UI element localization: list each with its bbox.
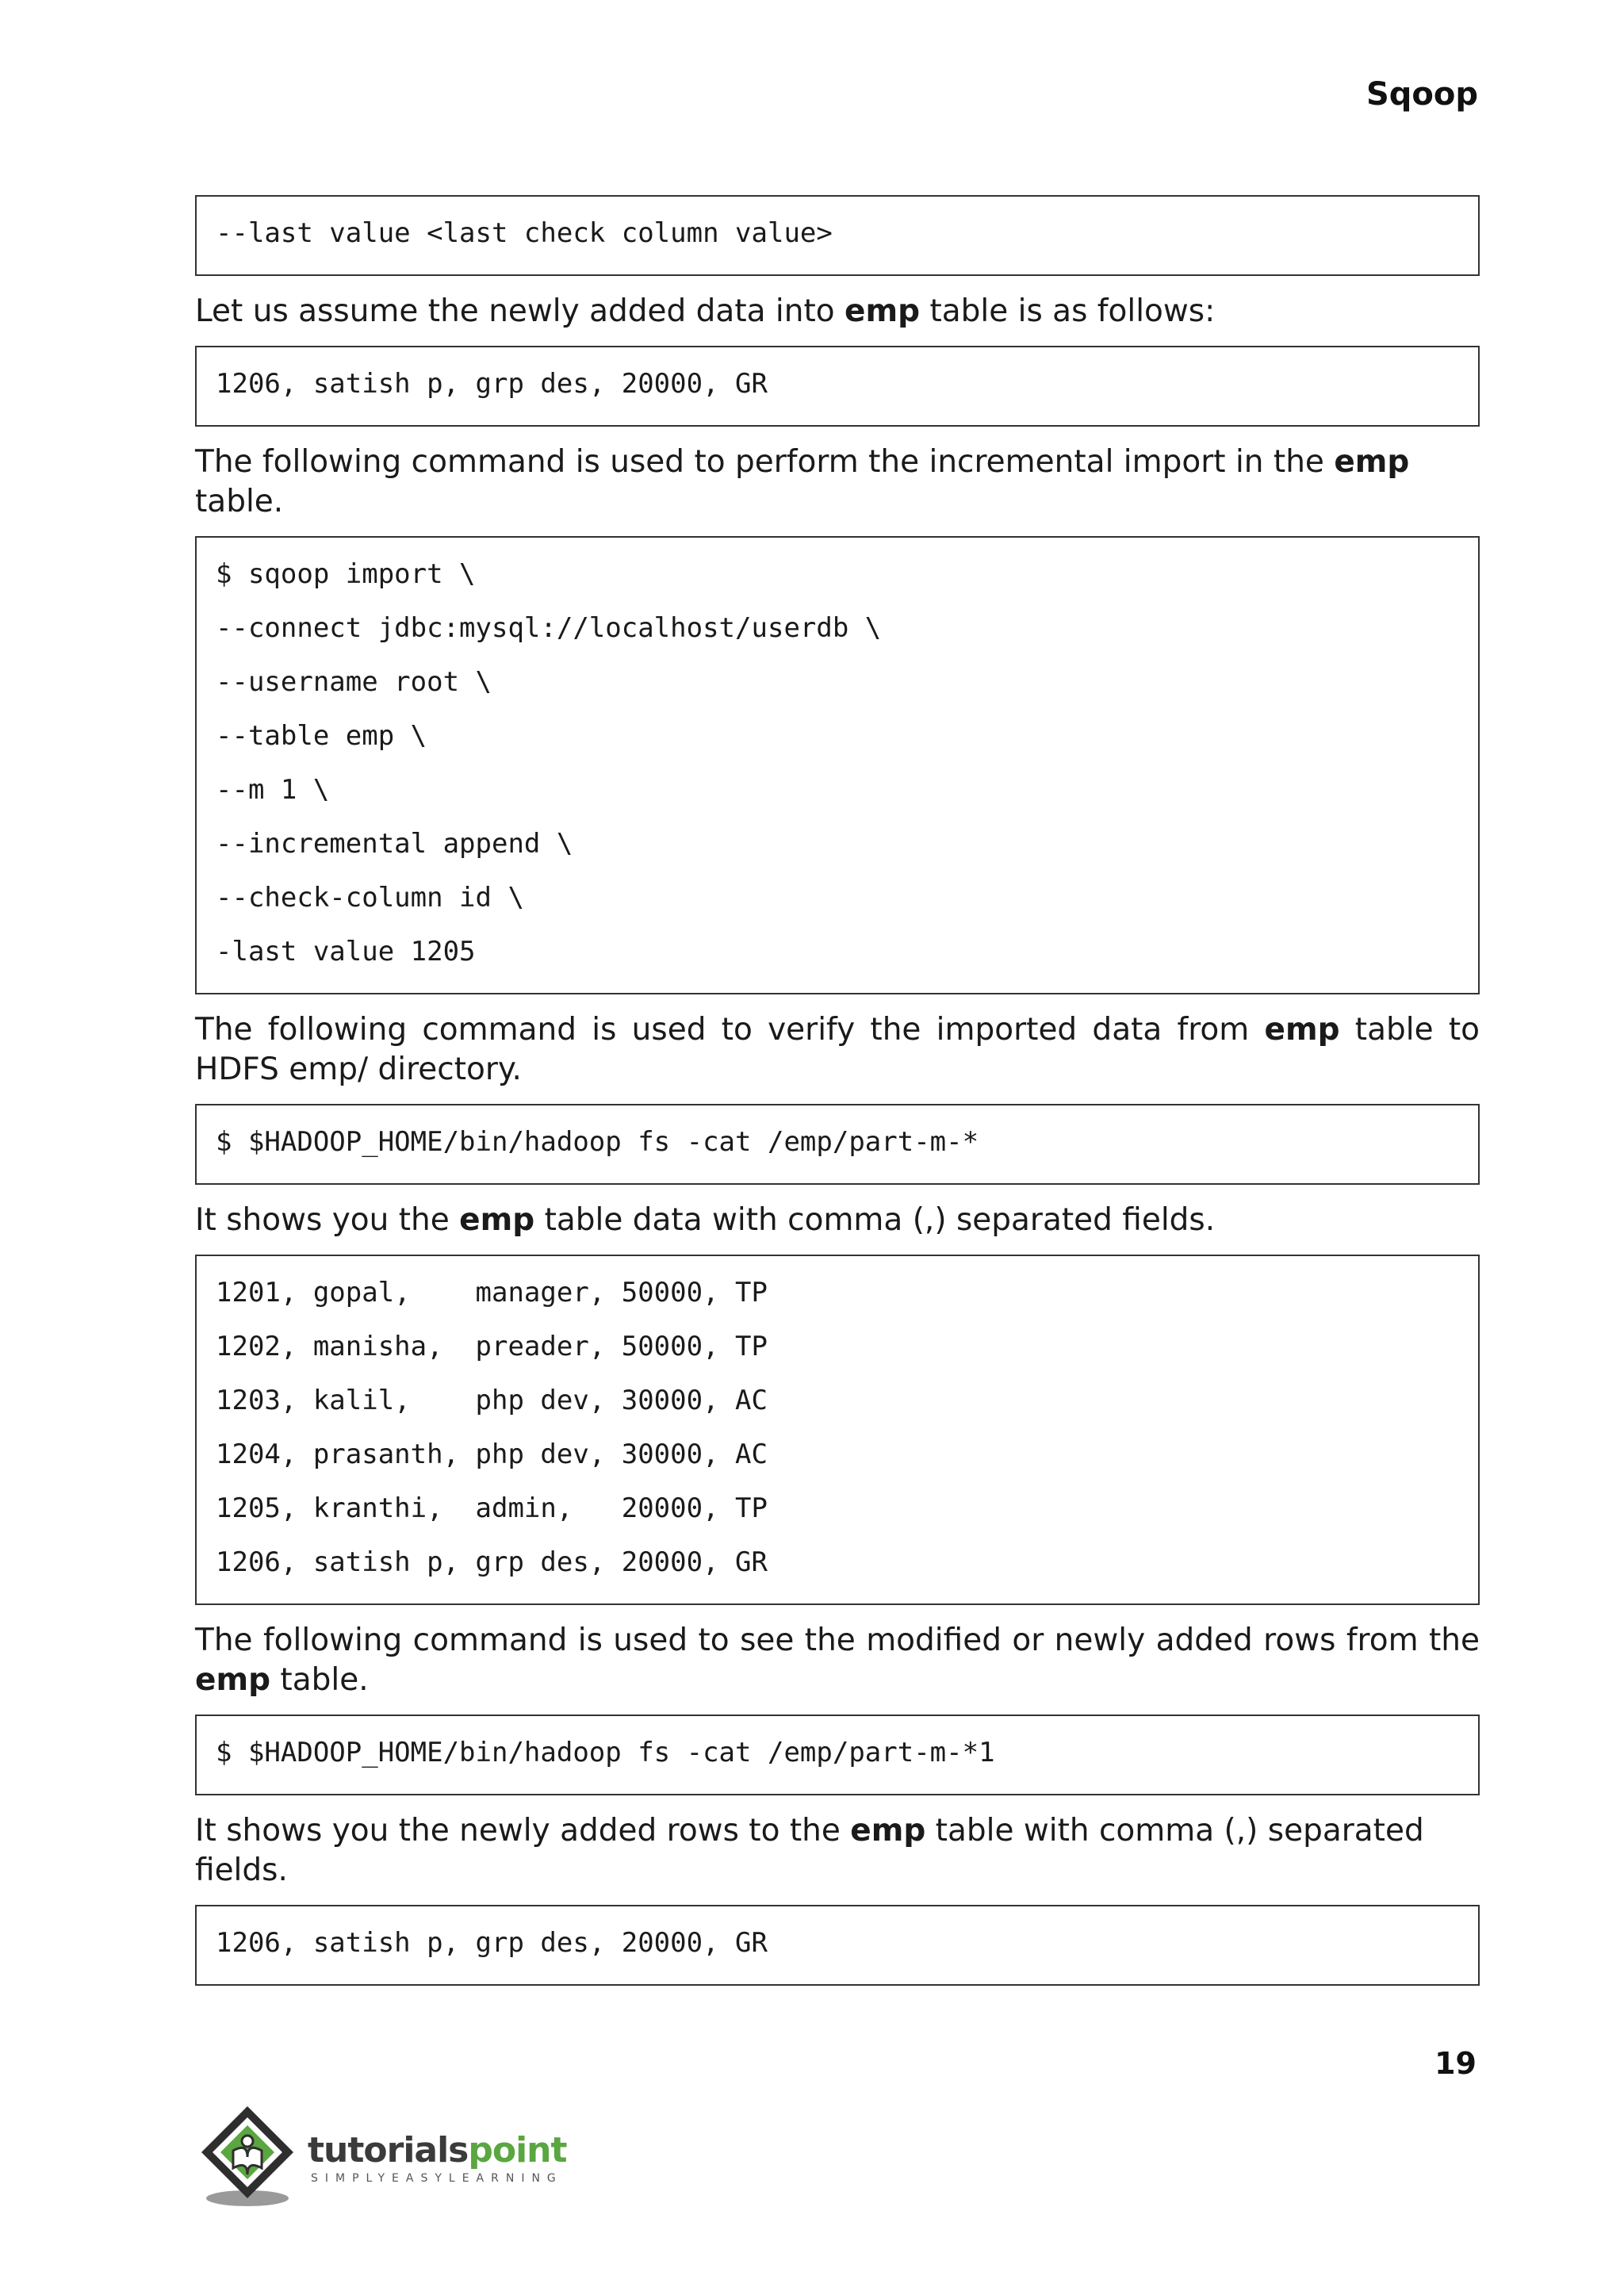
- bold-term: emp: [850, 1813, 926, 1849]
- code-line: --incremental append \: [216, 828, 573, 860]
- code-line: 1202, manisha, preader, 50000, TP: [216, 1331, 768, 1362]
- text-run: The following command is used to perform the incremental import in the: [195, 444, 1335, 480]
- logo-tagline: SIMPLYEASYLEARNING: [311, 2171, 563, 2185]
- paragraph: [195, 443, 1480, 522]
- text-run: table with comma (,) separated fields.: [195, 1813, 1424, 1888]
- bold-term: emp: [1334, 444, 1410, 480]
- logo-wordmark: tutorialspoint: [308, 2129, 567, 2170]
- code-line: 1203, kalil, php dev, 30000, AC: [216, 1385, 768, 1416]
- code-block: [195, 536, 1480, 994]
- paragraph: [195, 1811, 1480, 1891]
- code-block: [195, 195, 1480, 276]
- code-block: [195, 1255, 1480, 1605]
- paragraph: [195, 1621, 1480, 1700]
- page-number: 19: [1434, 2046, 1477, 2081]
- page-header-title: Sqoop: [1365, 76, 1478, 113]
- text-run: The following command is used to see the modified or newly added rows from the: [195, 1623, 1480, 1658]
- code-block: [195, 1104, 1480, 1185]
- code-line: 1206, satish p, grp des, 20000, GR: [216, 368, 768, 400]
- code-block: [195, 1905, 1480, 1986]
- code-line: 1205, kranthi, admin, 20000, TP: [216, 1492, 768, 1524]
- code-line: $ sqoop import \: [216, 558, 476, 590]
- text-run: table to HDFS emp/ directory.: [195, 1012, 1480, 1087]
- text-run: table data with comma (,) separated fields.: [534, 1202, 1216, 1238]
- code-line: --connect jdbc:mysql://localhost/userdb \: [216, 612, 882, 644]
- code-block: [195, 346, 1480, 427]
- code-line: $ $HADOOP_HOME/bin/hadoop fs -cat /emp/part-m-*1: [216, 1737, 995, 1768]
- code-line: --username root \: [216, 666, 492, 698]
- code-line: 1204, prasanth, php dev, 30000, AC: [216, 1439, 768, 1470]
- text-run: table is as follows:: [920, 293, 1216, 329]
- text-run: table.: [270, 1662, 369, 1698]
- tutorialspoint-logo-icon: [193, 2102, 304, 2213]
- code-line: 1206, satish p, grp des, 20000, GR: [216, 1546, 768, 1578]
- code-line: 1201, gopal, manager, 50000, TP: [216, 1277, 768, 1308]
- text-run: It shows you the: [195, 1202, 460, 1238]
- text-run: Let us assume the newly added data into: [195, 293, 845, 329]
- code-line: --m 1 \: [216, 774, 330, 806]
- paragraph: [195, 292, 1480, 331]
- code-line: -last value 1205: [216, 936, 476, 967]
- code-block: [195, 1715, 1480, 1795]
- text-run: It shows you the newly added rows to the: [195, 1813, 851, 1849]
- paragraph: [195, 1201, 1480, 1240]
- code-line: 1206, satish p, grp des, 20000, GR: [216, 1927, 768, 1959]
- bold-term: emp: [459, 1202, 535, 1238]
- bold-term: emp: [1264, 1012, 1340, 1048]
- bold-term: emp: [195, 1662, 271, 1698]
- bold-term: emp: [845, 293, 921, 329]
- text-run: table.: [195, 484, 284, 519]
- paragraph: [195, 1010, 1480, 1090]
- code-line: $ $HADOOP_HOME/bin/hadoop fs -cat /emp/part-m-*: [216, 1126, 979, 1158]
- document-body: [195, 195, 1480, 1986]
- code-line: --table emp \: [216, 720, 427, 752]
- tutorialspoint-logo: [193, 2102, 567, 2213]
- text-run: The following command is used to verify the imported data from: [195, 1012, 1265, 1048]
- code-line: --check-column id \: [216, 882, 524, 914]
- code-line: --last value <last check column value>: [216, 217, 833, 249]
